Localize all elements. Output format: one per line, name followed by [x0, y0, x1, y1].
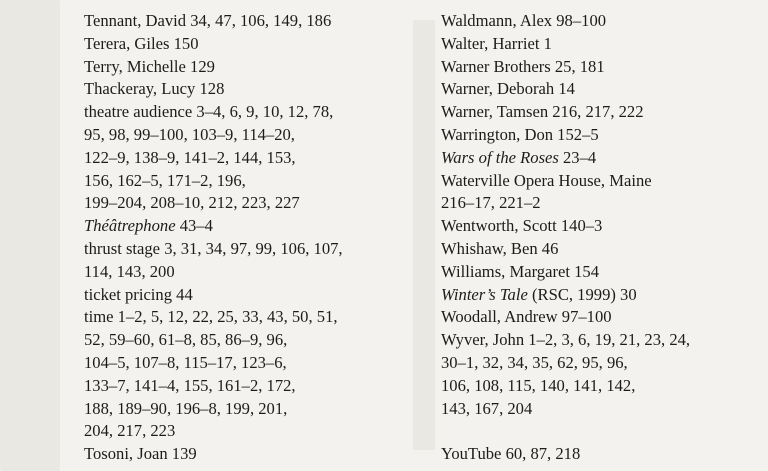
- index-entry: [441, 306, 763, 329]
- index-entry-line: Warrington, Don 152–5: [441, 124, 599, 144]
- index-entry-line: Tosoni, Joan 139: [84, 444, 197, 464]
- index-entry: [84, 443, 404, 466]
- index-entry-line: 104–5, 107–8, 115–17, 123–6,: [84, 352, 287, 372]
- index-entry: [441, 261, 763, 284]
- index-entry-line: 52, 59–60, 61–8, 85, 86–9, 96,: [84, 330, 288, 350]
- index-entry-title: Théâtrephone: [84, 216, 176, 236]
- index-entry-line: theatre audience 3–4, 6, 9, 10, 12, 78,: [84, 102, 334, 122]
- index-entry-pages: (RSC, 1999) 30: [527, 284, 637, 304]
- index-entry: [441, 101, 763, 124]
- index-entry-title: Winter’s Tale: [441, 284, 528, 304]
- index-entry-line: 188, 189–90, 196–8, 199, 201,: [84, 398, 288, 418]
- index-entry-line: 30–1, 32, 34, 35, 62, 95, 96,: [441, 352, 628, 372]
- index-entry-line: 114, 143, 200: [84, 261, 175, 281]
- index-entry: [84, 101, 404, 215]
- index-entry-line: 143, 167, 204: [441, 398, 533, 418]
- index-entry: [84, 78, 404, 101]
- index-entry-line: Terry, Michelle 129: [84, 56, 215, 76]
- index-entry-pages: 43–4: [175, 216, 213, 236]
- index-entry-line: ticket pricing 44: [84, 284, 193, 304]
- index-entry-line: thrust stage 3, 31, 34, 97, 99, 106, 107,: [84, 238, 343, 258]
- index-entry: [441, 284, 763, 307]
- index-entry: [441, 170, 763, 216]
- index-entry-line: [441, 147, 763, 170]
- index-entry: [84, 306, 404, 443]
- index-entry-line: Whishaw, Ben 46: [441, 238, 559, 258]
- index-entry-line: 156, 162–5, 171–2, 196,: [84, 170, 246, 190]
- index-entry: [84, 215, 404, 238]
- index-entry: [441, 124, 763, 147]
- index-entry-line: 122–9, 138–9, 141–2, 144, 153,: [84, 147, 296, 167]
- index-entry-line: [84, 215, 404, 238]
- index-entry-line: 204, 217, 223: [84, 421, 176, 441]
- index-entry: [84, 10, 404, 33]
- index-entry: [441, 56, 763, 79]
- index-entry: [441, 329, 763, 420]
- index-entry-line: 199–204, 208–10, 212, 223, 227: [84, 193, 300, 213]
- index-entry-line: 216–17, 221–2: [441, 193, 541, 213]
- index-entry-line: 106, 108, 115, 140, 141, 142,: [441, 375, 636, 395]
- index-entry: [441, 78, 763, 101]
- index-entry-line: Tennant, David 34, 47, 106, 149, 186: [84, 11, 332, 30]
- index-entry-line: Wentworth, Scott 140–3: [441, 216, 603, 236]
- index-entry-line: Warner, Tamsen 216, 217, 222: [441, 102, 644, 122]
- index-entry-line: 95, 98, 99–100, 103–9, 114–20,: [84, 124, 295, 144]
- index-entry: [84, 56, 404, 79]
- index-entry-line: Waldmann, Alex 98–100: [441, 11, 607, 30]
- index-entry-line: Warner, Deborah 14: [441, 79, 575, 99]
- index-entry-line: Waterville Opera House, Maine: [441, 170, 652, 190]
- index-entry: [84, 238, 404, 284]
- index-entry: [441, 215, 763, 238]
- index-entry-line: YouTube 60, 87, 218: [441, 444, 581, 464]
- index-entry-line: time 1–2, 5, 12, 22, 25, 33, 43, 50, 51,: [84, 307, 338, 327]
- index-entry: [441, 10, 763, 33]
- index-entry: [441, 147, 763, 170]
- index-column-right: [441, 10, 763, 466]
- index-entry: [441, 443, 763, 466]
- index-entry-line: Williams, Margaret 154: [441, 261, 600, 281]
- index-entry-line: Thackeray, Lucy 128: [84, 79, 225, 99]
- index-entry-line: [441, 284, 763, 307]
- index-entry-line: Terera, Giles 150: [84, 33, 199, 53]
- entry-gap: [441, 420, 763, 443]
- index-entry-line: Woodall, Andrew 97–100: [441, 307, 612, 327]
- index-entry-line: Warner Brothers 25, 181: [441, 56, 605, 76]
- index-entry-line: Wyver, John 1–2, 3, 6, 19, 21, 23, 24,: [441, 330, 691, 350]
- index-entry-line: Walter, Harriet 1: [441, 33, 552, 53]
- index-entry-line: 133–7, 141–4, 155, 161–2, 172,: [84, 375, 296, 395]
- index-entry: [441, 238, 763, 261]
- index-entry-pages: 23–4: [558, 147, 597, 167]
- index-entry: [84, 284, 404, 307]
- index-entry-title: Wars of the Roses: [441, 147, 559, 167]
- index-entry: [441, 33, 763, 56]
- index-column-left: [84, 10, 404, 466]
- index-entry: [84, 33, 404, 56]
